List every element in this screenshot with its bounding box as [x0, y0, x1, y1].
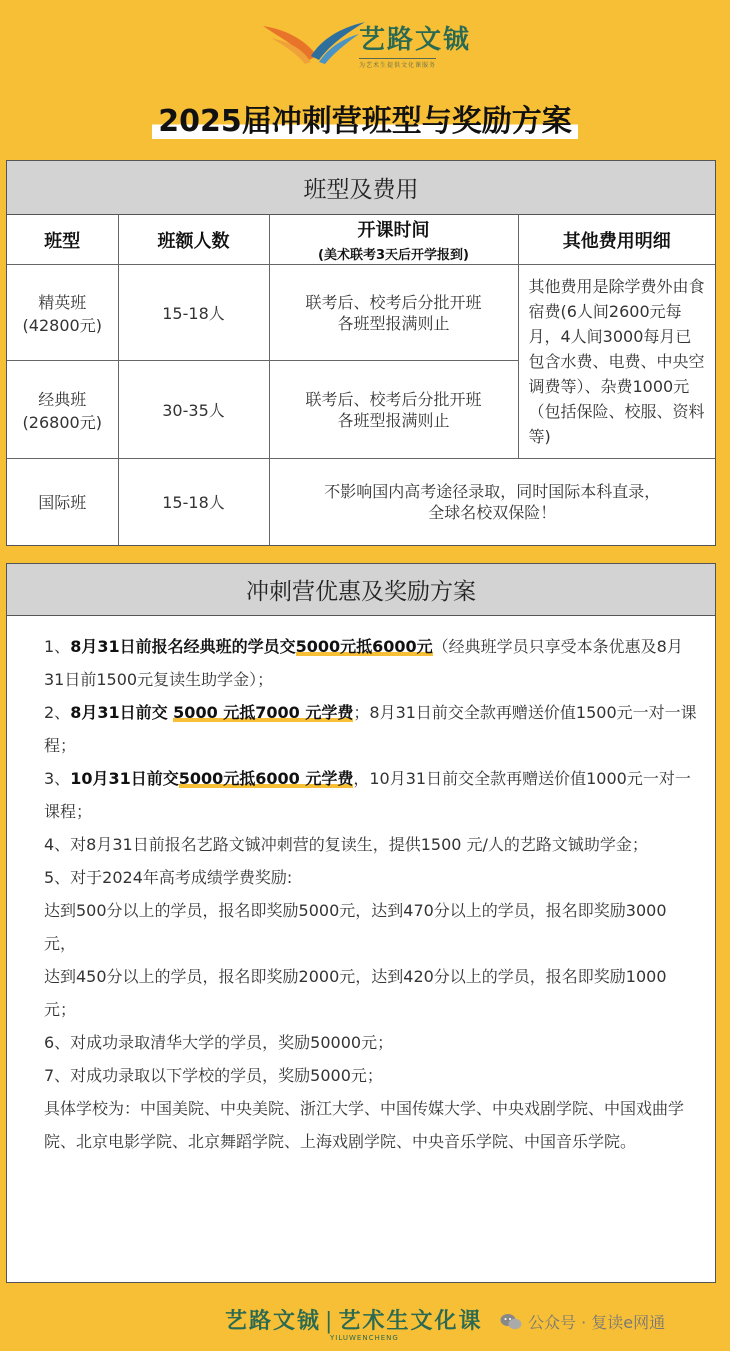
footer: [0, 1296, 730, 1346]
col-size: 班额人数: [118, 215, 269, 265]
reward-item-5b: 达到450分以上的学员，报名即奖励2000元，达到420分以上的学员，报名即奖励1000元；: [44, 967, 667, 1019]
rewards-heading: 冲刺营优惠及奖励方案: [7, 564, 715, 616]
fees-heading: 班型及费用: [7, 161, 715, 215]
reward-item-2: 2、8月31日前交 5000 元抵7000 元学费；8月31日前交全款再赠送价值1500元一对一课程；: [44, 703, 697, 755]
reward-item-5a: 达到500分以上的学员，报名即奖励5000元，达到470分以上的学员，报名即奖励3000元，: [44, 901, 667, 953]
reward-item-3: 3、10月31日前交5000元抵6000 元学费，10月31日前交全款再赠送价值1000元一对一课程；: [44, 769, 691, 821]
international-note: 不影响国内高考途径录取，同时国际本科直录， 全球名校双保险！: [269, 459, 715, 545]
col-other: 其他费用明细: [518, 215, 715, 265]
logo-tagline: 为艺术生提供文化课服务: [359, 58, 436, 69]
col-type: 班型: [7, 215, 118, 265]
footer-brand: 艺路文铖 | 艺术生文化课: [225, 1308, 483, 1334]
logo-text: 艺路文铖: [358, 25, 471, 55]
footer-pinyin: YILUWENCHENG: [330, 1334, 399, 1342]
other-fees-note: 其他费用是除学费外由食宿费(6人间2600元每月，4人间3000每月已包含水费、电费、中央空调费等）、杂费1000元（包括保险、校服、资料等): [518, 265, 715, 459]
col-schedule: 开课时间 (美术联考3天后开学报到): [269, 215, 518, 265]
class-name: 国际班: [7, 459, 118, 545]
fees-table: [7, 215, 715, 545]
reward-item-5: 5、对于2024年高考成绩学费奖励:: [44, 868, 293, 887]
rewards-card: [6, 563, 716, 1283]
class-name: 经典班 (26800元): [7, 361, 118, 459]
class-schedule: 联考后、校考后分批开班 各班型报满则止: [269, 361, 518, 459]
table-row: [7, 265, 715, 361]
table-row: [7, 459, 715, 545]
class-size: 15-18人: [118, 265, 269, 361]
rewards-list: [7, 616, 715, 1158]
reward-item-4: 4、对8月31日前报名艺路文铖冲刺营的复读生，提供1500 元/人的艺路文铖助学金；: [44, 835, 648, 854]
wechat-watermark: 公众号 · 复读e网通: [500, 1310, 665, 1333]
reward-item-7: 7、对成功录取以下学校的学员，奖励5000元；: [44, 1066, 383, 1085]
fees-card: [6, 160, 716, 546]
page-title: 2025届冲刺营班型与奖励方案: [0, 96, 730, 140]
brand-logo: [0, 14, 730, 74]
handshake-logo-icon: [259, 16, 369, 72]
col-schedule-sub: (美术联考3天后开学报到): [318, 248, 469, 263]
class-size: 15-18人: [118, 459, 269, 545]
class-name: 精英班 (42800元): [7, 265, 118, 361]
school-list: 具体学校为：中国美院、中央美院、浙江大学、中国传媒大学、中央戏剧学院、中国戏曲学院、北京电影学院、北京舞蹈学院、上海戏剧学院、中央音乐学院、中国音乐学院。: [44, 1099, 685, 1151]
reward-item-1: 1、8月31日前报名经典班的学员交5000元抵6000元（经典班学员只享受本条优惠及8月31日前1500元复读生助学金）；: [44, 637, 683, 689]
reward-item-6: 6、对成功录取清华大学的学员，奖励50000元；: [44, 1033, 394, 1052]
wechat-icon: [500, 1313, 522, 1331]
class-schedule: 联考后、校考后分批开班 各班型报满则止: [269, 265, 518, 361]
class-size: 30-35人: [118, 361, 269, 459]
